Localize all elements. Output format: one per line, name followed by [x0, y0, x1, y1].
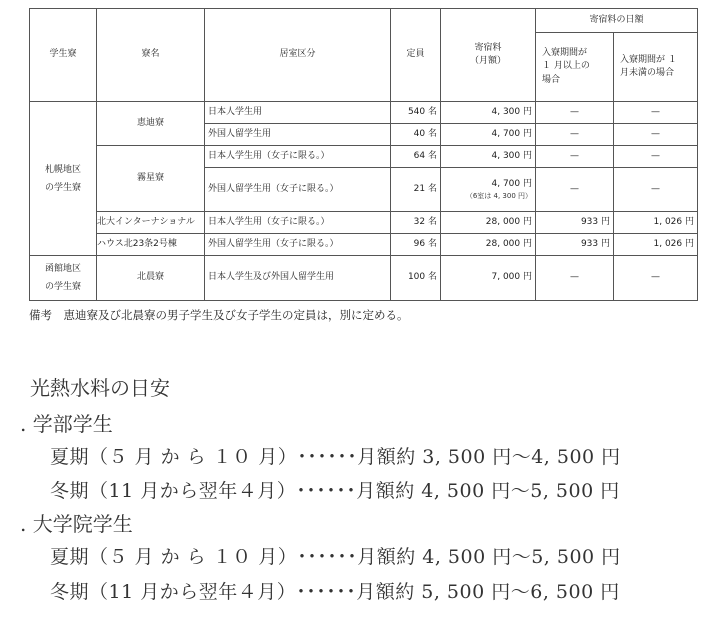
table-note: 備考 恵迪寮及び北晨寮の男子学生及び女子学生の定員は，別に定める。: [29, 308, 409, 322]
dorm-kirin: 霧星寮: [97, 146, 205, 212]
header-name: 寮名: [97, 9, 205, 102]
header-daily-1month-plus: 入寮期間が １ 月以上の 場合: [536, 33, 614, 102]
table-row: [30, 234, 698, 256]
fee-cell: 28, 000 円: [441, 212, 536, 234]
daily-fee-cell: —: [614, 146, 698, 168]
table-row: [30, 102, 698, 124]
daily-fee-cell: —: [536, 256, 614, 301]
daily-fee-cell: —: [614, 168, 698, 212]
daily-fee-cell: —: [614, 124, 698, 146]
table-row: [30, 146, 698, 168]
fee-cell-with-note: [441, 168, 536, 212]
room-type-cell: 日本人学生用（女子に限る。）: [205, 212, 391, 234]
room-type-cell: 外国人留学生用（女子に限る。）: [205, 234, 391, 256]
header-dormitory: 学生寮: [30, 9, 97, 102]
daily-fee-cell: —: [614, 102, 698, 124]
fee-cell: 4, 300 円: [441, 146, 536, 168]
fee-note: （6室は 4, 300 円）: [465, 192, 532, 200]
room-type-cell: 日本人学生用（女子に限る。）: [205, 146, 391, 168]
undergrad-summer-fee: 夏期（５ 月 か ら １０ 月）･･････月額約 3, 500 円～4, 500 円: [50, 446, 621, 468]
header-fee: 寄宿料 （月額）: [441, 9, 536, 102]
daily-fee-cell: —: [536, 102, 614, 124]
room-type-cell: 外国人留学生用: [205, 124, 391, 146]
daily-fee-cell: —: [536, 168, 614, 212]
daily-fee-cell: —: [614, 256, 698, 301]
daily-fee-cell: 1, 026 円: [614, 234, 698, 256]
capacity-cell: 32 名: [391, 212, 441, 234]
table-row: [30, 212, 698, 234]
dorm-keiteki: 恵迪寮: [97, 102, 205, 146]
table-row: [30, 256, 698, 301]
capacity-cell: 100 名: [391, 256, 441, 301]
dormitory-fee-table: [29, 8, 698, 301]
capacity-cell: 64 名: [391, 146, 441, 168]
fee-value: 4, 700 円: [491, 178, 532, 189]
daily-fee-cell: 933 円: [536, 212, 614, 234]
capacity-cell: 40 名: [391, 124, 441, 146]
dorm-hokushin: 北晨寮: [97, 256, 205, 301]
room-type-cell: 外国人留学生用（女子に限る。）: [205, 168, 391, 212]
room-type-cell: 日本人学生及び外国人留学生用: [205, 256, 391, 301]
fee-cell: 28, 000 円: [441, 234, 536, 256]
grad-winter-fee: 冬期（11 月から翌年４月）･･････月額約 5, 500 円～6, 500 円: [50, 581, 620, 603]
utilities-title: 光熱水料の日安: [30, 376, 170, 400]
grad-heading: . 大学院学生: [20, 512, 133, 536]
region-sapporo: 札幌地区 の学生寮: [30, 102, 97, 256]
daily-fee-cell: —: [536, 124, 614, 146]
undergrad-heading: . 学部学生: [20, 412, 113, 436]
daily-fee-cell: 933 円: [536, 234, 614, 256]
header-daily-fee: 寄宿料の日額: [536, 9, 698, 33]
fee-cell: 7, 000 円: [441, 256, 536, 301]
daily-fee-cell: 1, 026 円: [614, 212, 698, 234]
region-hakodate: 函館地区 の学生寮: [30, 256, 97, 301]
fee-cell: 4, 700 円: [441, 124, 536, 146]
capacity-cell: 96 名: [391, 234, 441, 256]
room-type-cell: 日本人学生用: [205, 102, 391, 124]
capacity-cell: 540 名: [391, 102, 441, 124]
capacity-cell: 21 名: [391, 168, 441, 212]
fee-cell: 4, 300 円: [441, 102, 536, 124]
grad-summer-fee: 夏期（５ 月 か ら １０ 月）･･････月額約 4, 500 円～5, 500 円: [50, 546, 621, 568]
undergrad-winter-fee: 冬期（11 月から翌年４月）･･････月額約 4, 500 円～5, 500 円: [50, 480, 620, 502]
daily-fee-cell: —: [536, 146, 614, 168]
header-capacity: 定員: [391, 9, 441, 102]
header-daily-under-1month: 入寮期間が １ 月未満の場合: [614, 33, 698, 102]
dorm-intl-line1: 北大インターナショナル: [97, 212, 205, 234]
header-room-type: 居室区分: [205, 9, 391, 102]
dorm-intl-line2: ハウス北23条2号棟: [97, 234, 205, 256]
